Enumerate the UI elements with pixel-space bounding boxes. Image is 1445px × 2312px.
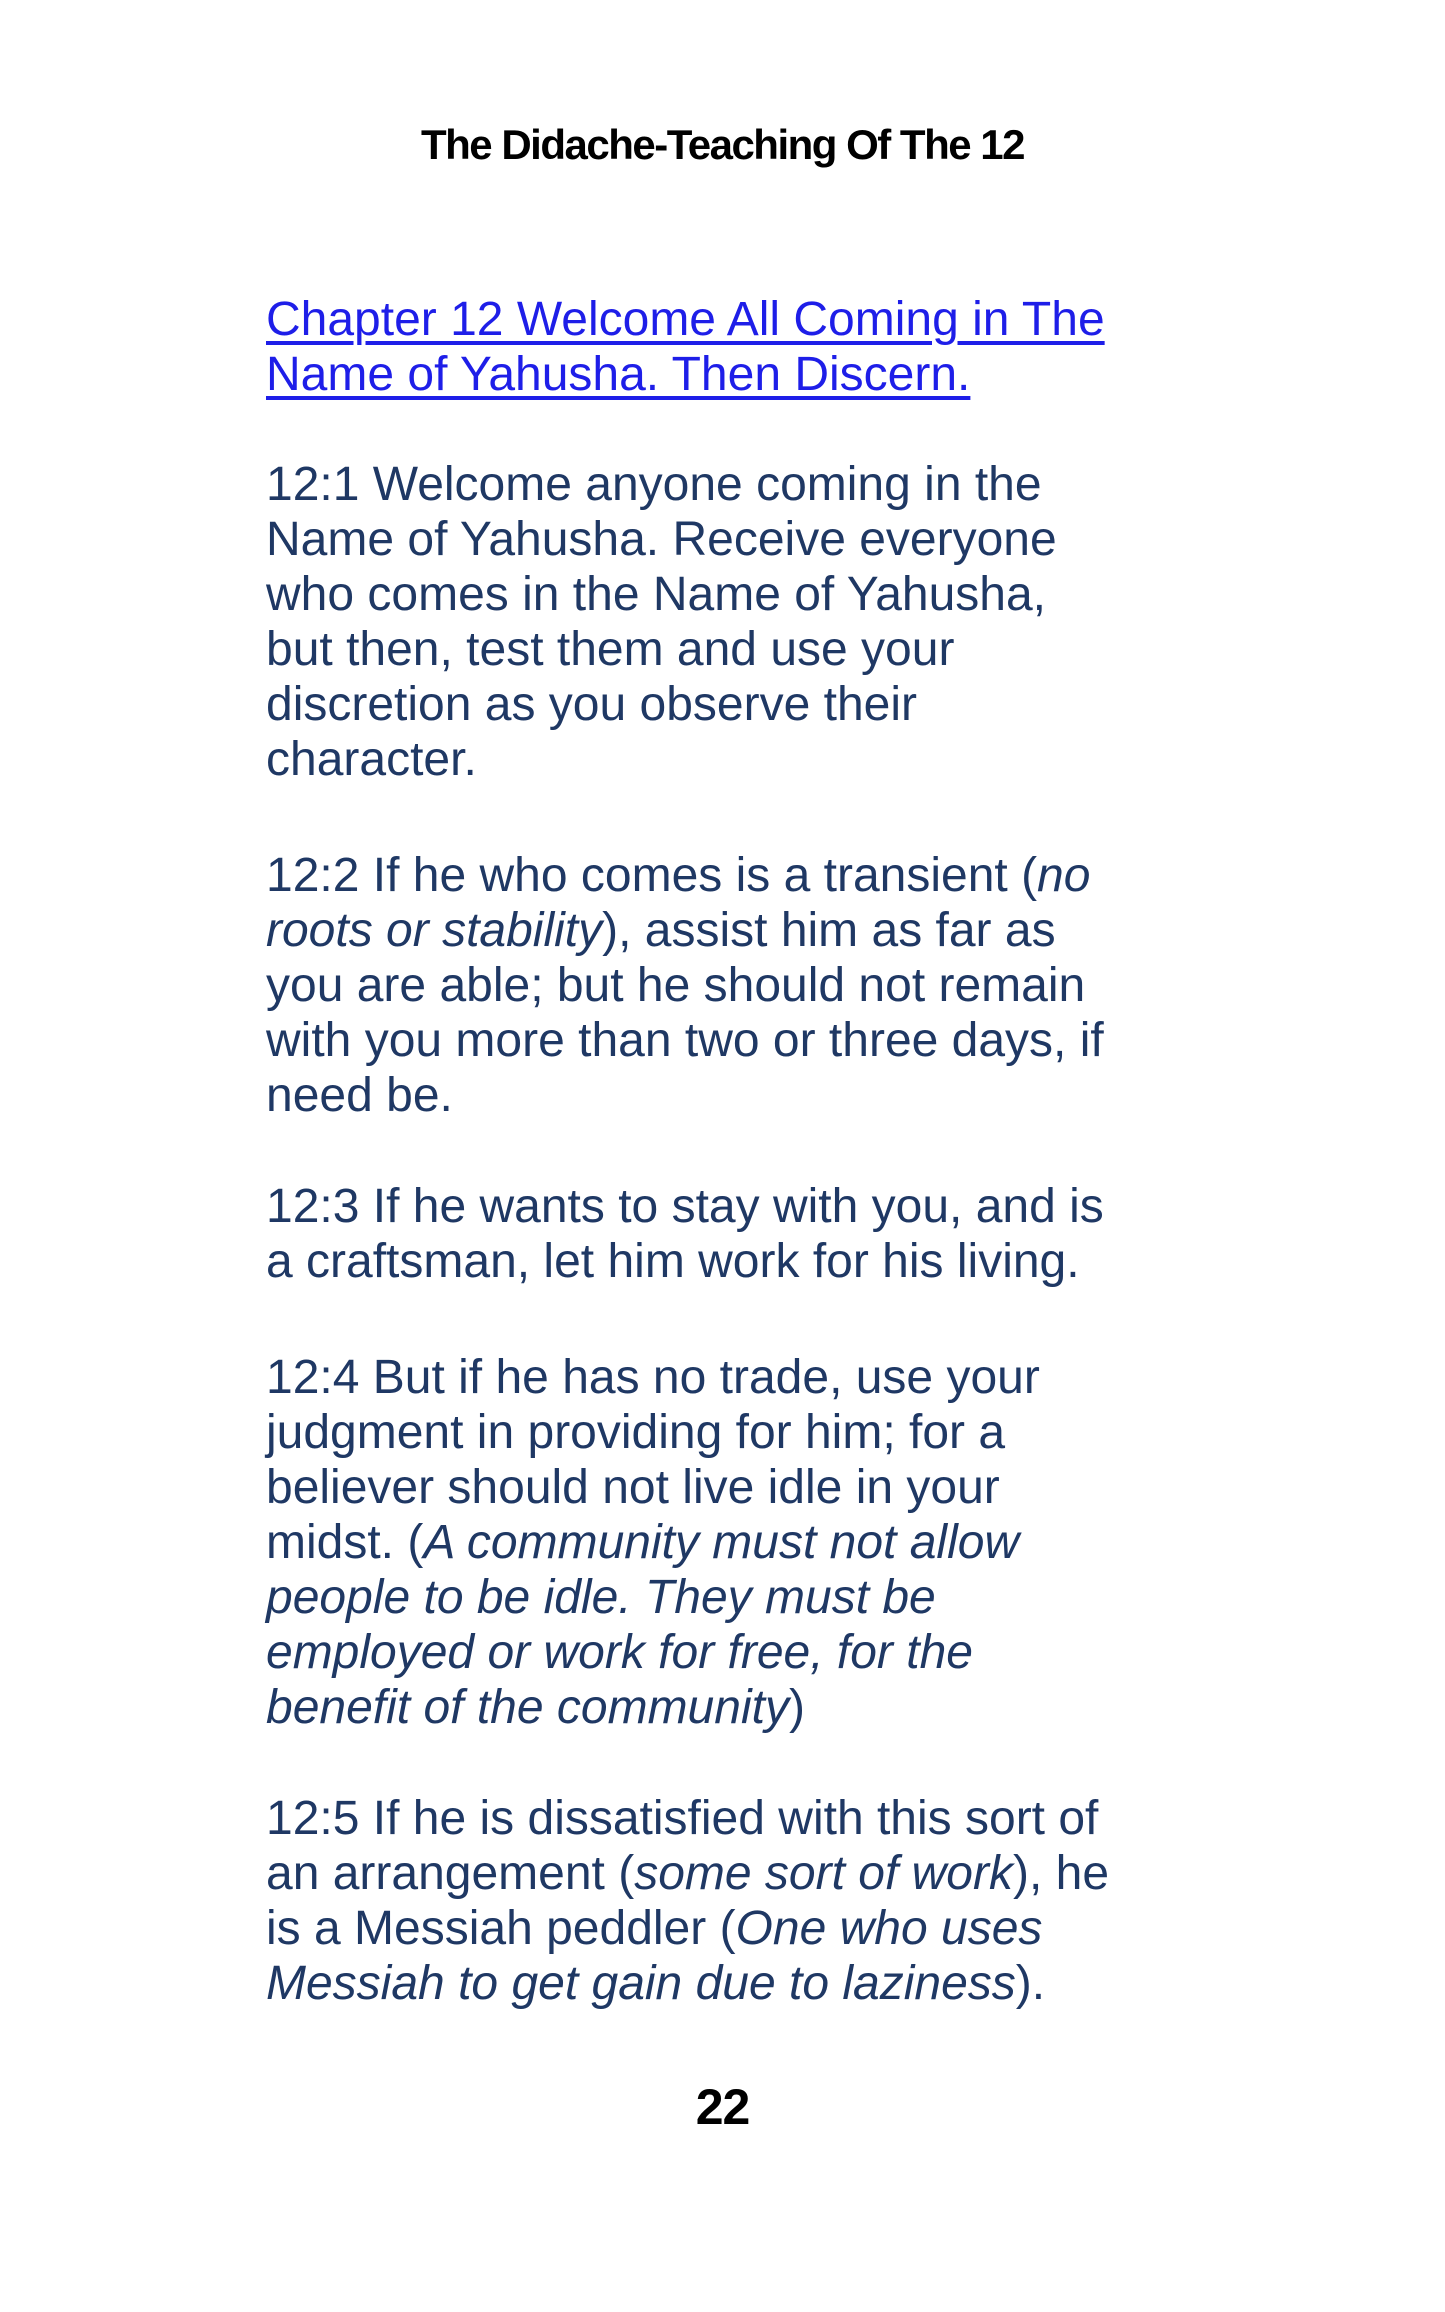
verse-paragraph-12-5: [266, 1791, 1122, 2011]
verse-text: 12:1 Welcome anyone coming in the Name of Yahusha. Receive everyone who comes in the Name of Yahusha, but then, test them and use your discretion as you observe their character.: [266, 458, 1057, 786]
verse-text: ), assist him as far as you are able; but he should not remain with you more than two or three days, if need be.: [266, 904, 1104, 1122]
verse-text: 12:3 If he wants to stay with you, and is a craftsman, let him work for his living.: [266, 1180, 1104, 1288]
verse-text: ): [788, 1681, 805, 1734]
verse-text: 12:4 But if he has no trade, use your judgment in providing for him; for a believer should not live idle in your midst. (: [266, 1351, 1040, 1569]
verse-paragraph-12-3: [266, 1179, 1122, 1289]
verse-text: ).: [1015, 1957, 1046, 2010]
page-number: 22: [695, 2079, 750, 2135]
verse-text-italic: no roots or stability: [266, 849, 1091, 957]
verse-text: 12:5 If he is dissatisfied with this sort of an arrangement (: [266, 1792, 1099, 1900]
verse-text-italic: One who uses Messiah to get gain due to laziness: [266, 1902, 1043, 2010]
verse-paragraph-12-1: [266, 457, 1122, 787]
running-header: The Didache-Teaching Of The 12: [420, 121, 1024, 168]
verse-paragraph-12-4: [266, 1350, 1122, 1735]
verse-text: 12:2 If he who comes is a transient (: [266, 849, 1038, 902]
chapter-heading-link[interactable]: [266, 292, 1122, 402]
verse-paragraph-12-2: [266, 848, 1122, 1123]
verse-text-italic: A community must not allow people to be idle. They must be employed or work for free, for the benefit of the community: [266, 1516, 1020, 1734]
verse-text: ), he is a Messiah peddler (: [266, 1847, 1110, 1955]
text-column: [266, 0, 1122, 2312]
chapter-heading-text: Chapter 12 Welcome All Coming in The Name of Yahusha. Then Discern.: [266, 293, 1105, 401]
verse-text-italic: some sort of work: [634, 1847, 1013, 1900]
